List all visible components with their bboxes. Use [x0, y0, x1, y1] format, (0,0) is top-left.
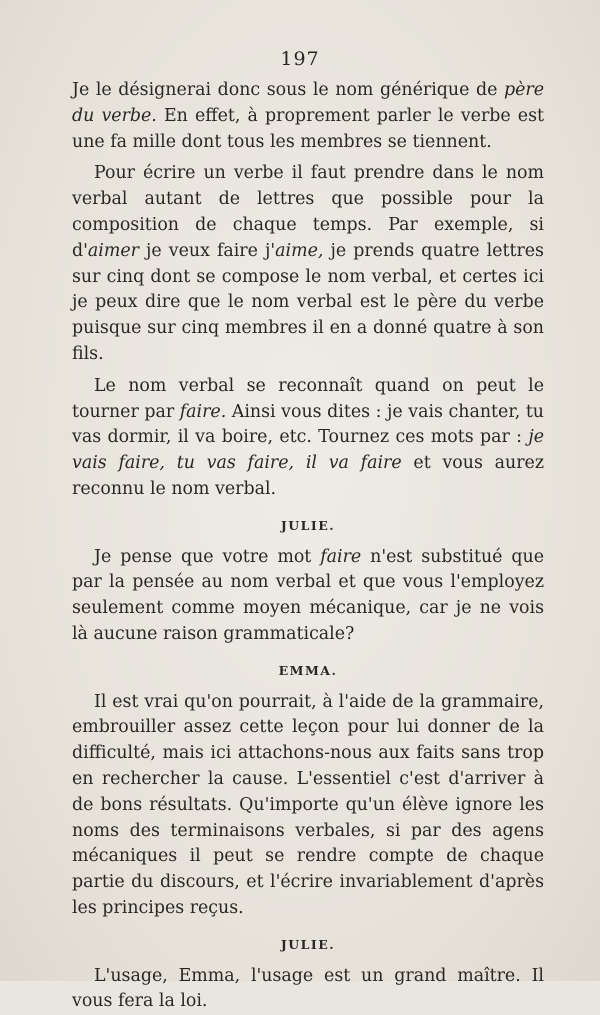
text-run: Pour écrire un verbe il faut prendre dans le nom verbal autant de lettres que possible pour la composition de chaque temps. Par exemple, si d': [72, 163, 544, 260]
paragraph: [72, 545, 544, 648]
italic-text: père du verbe.: [72, 80, 544, 126]
italic-text: je vais faire, tu vas faire, il va faire: [72, 427, 544, 473]
speaker-name: EMMA.: [72, 658, 544, 684]
paragraph: [72, 964, 544, 1015]
text-run: Je pense que votre mot: [94, 547, 320, 567]
text-run: je prends quatre lettres sur cinq dont se compose le nom verbal, et certes ici je peux dire que le nom verbal est le père du verbe puisque sur cinq membres il en a donné quatre à son fils.: [72, 241, 544, 364]
text-run: Il est vrai qu'on pourrait, à l'aide de la grammaire, embrouiller assez cette leçon pour lui donner de la difficulté, mais ici attachons-nous aux faits sans trop en rechercher la cause. L'essentiel c'est d'arriver à de bons résultats. Qu'importe qu'un élève ignore les noms des terminaisons verbales, si par des agens mécaniques il peut se rendre compte de chaque partie du discours, et l'écrire invariablement d'après les principes reçus.: [72, 692, 544, 918]
paragraph: [72, 161, 544, 367]
text-run: En effet, à proprement parler le verbe est une fa mille dont tous les membres se tiennent.: [72, 106, 544, 152]
page-number: 197: [0, 48, 600, 70]
text-run: Ainsi vous dites : je vais chanter, tu vas dormir, il va boire, etc. Tournez ces mots par :: [72, 402, 544, 448]
italic-text: aimer: [88, 241, 139, 261]
text-run: et vous aurez reconnu le nom verbal.: [72, 453, 544, 499]
speaker-name: JULIE.: [72, 513, 544, 539]
text-run: Le nom verbal se reconnaît quand on peut le tourner par: [72, 376, 544, 422]
paragraph: [72, 78, 544, 155]
text-run: n'est substitué que par la pensée au nom verbal et que vous l'employez seulement comme moyen mécanique, car je ne vois là aucune raison grammaticale?: [72, 547, 544, 644]
text-run: Je le désignerai donc sous le nom générique de: [72, 80, 504, 100]
speaker-name: JULIE.: [72, 932, 544, 958]
text-run: L'usage, Emma, l'usage est un grand maître. Il vous fera la loi.: [72, 966, 544, 1012]
italic-text: faire: [320, 547, 361, 567]
text-run: je veux faire j': [139, 241, 275, 261]
paragraph: [72, 374, 544, 503]
italic-text: aime,: [275, 241, 323, 261]
paragraph: [72, 690, 544, 922]
italic-text: faire.: [180, 402, 227, 422]
page-text: [72, 78, 544, 1015]
